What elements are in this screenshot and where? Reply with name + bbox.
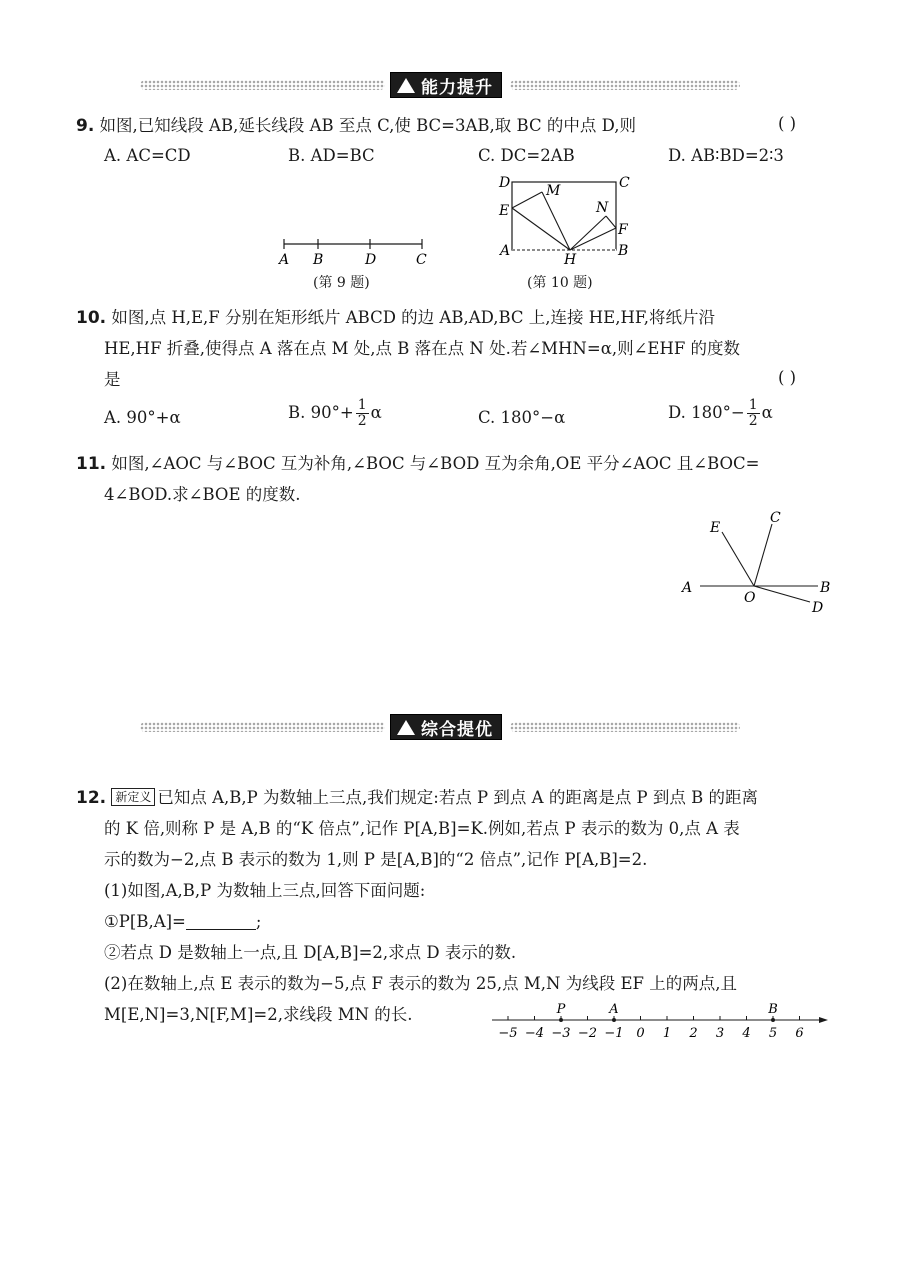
triangle-icon [397,720,415,735]
point-label-c: C [619,175,630,191]
q9-segment-figure [270,230,440,270]
question-number: 11. [76,454,107,474]
tick-label: −4 [524,1026,545,1041]
tick-label: 1 [662,1026,672,1041]
question-number: 10. [76,308,107,328]
q10-stem-line-3: 是 [104,370,121,389]
point-label: B [768,1002,778,1017]
point-label-a: A [279,252,290,268]
section-header-ability [140,72,740,98]
tick-label: 6 [795,1026,804,1041]
fraction-numerator: 1 [748,397,758,413]
q12-part1: (1)如图,A,B,P 为数轴上三点,回答下面问题: [104,881,426,900]
question-text: 如图,点 H,E,F 分别在矩形纸片 ABCD 的边 AB,AD,BC 上,连接 HE,HF,将纸片沿 [111,308,715,327]
point-dot [771,1018,775,1022]
question-text: ①P[B,A]= [104,912,186,931]
q11-stem-line-2: 4∠BOD.求∠BOE 的度数. [104,485,301,504]
dotted-divider [140,80,385,90]
tick-label: −1 [604,1026,624,1041]
option-b-text: B. 90°+ [288,403,354,422]
fraction [747,398,760,429]
q11-stem-line-1 [76,452,760,476]
question-text: 如图,已知线段 AB,延长线段 AB 至点 C,使 BC=3AB,取 BC 的中点 D,则 [99,116,636,135]
option-d: D. AB∶BD=2∶3 [668,146,784,165]
option-a: A. AC=CD [104,146,191,165]
q12-part1a [104,910,261,934]
q12-stem-line-3: 示的数为−2,点 B 表示的数为 1,则 P 是[A,B]的“2 倍点”,记作 P[A,B]=2. [104,850,648,869]
point-label-f: F [618,222,628,238]
figure-caption: (第 10 题) [527,275,593,291]
point-label-d: D [365,252,377,268]
punctuation: ; [255,912,262,931]
number-line-figure [488,998,838,1048]
section-header-comprehensive [140,714,740,740]
q12-stem-line-1 [76,786,758,810]
point-label-d: D [812,600,824,616]
q12-part2-line-1: (2)在数轴上,点 E 表示的数为−5,点 F 表示的数为 25,点 M,N 为线段 EF 上的两点,且 [104,974,737,993]
question-number: 9. [76,116,95,136]
dotted-divider [510,80,740,90]
q10-stem-line-1 [76,306,715,330]
point-label-c: C [416,252,427,268]
dotted-divider [140,722,385,732]
tick-label: −5 [498,1026,518,1041]
question-text: 如图,∠AOC 与∠BOC 互为补角,∠BOC 与∠BOD 互为余角,OE 平分∠AOC 且∠BOC= [111,454,760,473]
q12-part1b: ②若点 D 是数轴上一点,且 D[A,B]=2,求点 D 表示的数. [104,943,517,962]
new-definition-tag: 新定义 [111,788,155,806]
point-label-h: H [564,252,577,264]
fraction-numerator: 1 [357,397,367,413]
point-label-c: C [770,510,781,526]
option-c: C. 180°−α [478,408,566,427]
option-b: B. AD=BC [288,146,375,165]
option-b [288,398,382,429]
fraction-denominator: 2 [748,413,758,429]
q10-stem-line-2: HE,HF 折叠,使得点 A 落在点 M 处,点 B 落在点 N 处.若∠MHN=α,则∠EHF 的度数 [104,339,741,358]
q10-rectangle-figure [494,172,644,264]
point-label-m: M [546,183,561,199]
section-title [390,714,502,740]
point-label-e: E [499,203,510,219]
fraction [356,398,369,429]
q9-stem [76,114,636,138]
q12-part2-line-2: M[E,N]=3,N[F,M]=2,求线段 MN 的长. [104,1005,413,1024]
triangle-icon [397,78,415,93]
question-number: 12. [76,788,107,808]
point-label-o: O [744,590,756,606]
tick-label: 5 [768,1026,778,1041]
option-c: C. DC=2AB [478,146,575,165]
question-text: 已知点 A,B,P 为数轴上三点,我们规定:若点 P 到点 A 的距离是点 P 到点 B 的距离 [157,788,759,807]
alpha-symbol: α [761,403,773,422]
q11-angle-figure [678,508,838,618]
tick-label: 4 [742,1026,751,1041]
point-label-b: B [313,252,324,268]
point-label-e: E [710,520,721,536]
point-dot [612,1018,616,1022]
option-d [668,398,773,429]
answer-paren: ( ) [778,114,797,133]
section-title-text: 综合提优 [421,719,493,740]
alpha-symbol: α [370,403,382,422]
point-label-a: A [682,580,693,596]
tick-label: 0 [636,1026,645,1041]
point-label: A [609,1002,619,1017]
arrow-icon [819,1017,828,1023]
point-label-d: D [499,175,511,191]
answer-blank[interactable] [186,911,256,930]
tick-label: −2 [577,1026,598,1041]
option-a: A. 90°+α [104,408,181,427]
section-title [390,72,502,98]
point-label: P [556,1002,566,1017]
point-dot [559,1018,563,1022]
point-label-b: B [618,243,629,259]
point-label-n: N [596,200,609,216]
point-label-b: B [820,580,831,596]
q12-stem-line-2: 的 K 倍,则称 P 是 A,B 的“K 倍点”,记作 P[A,B]=K.例如,若点 P 表示的数为 0,点 A 表 [104,819,740,838]
section-title-text: 能力提升 [421,77,493,98]
tick-label: 3 [715,1026,725,1041]
fraction-denominator: 2 [357,413,367,429]
dotted-divider [510,722,740,732]
point-label-a: A [500,243,511,259]
tick-label: 2 [689,1026,698,1041]
figure-caption: (第 9 题) [313,275,370,291]
tick-label: −3 [551,1026,571,1041]
option-d-text: D. 180°− [668,403,745,422]
answer-paren: ( ) [778,368,797,387]
